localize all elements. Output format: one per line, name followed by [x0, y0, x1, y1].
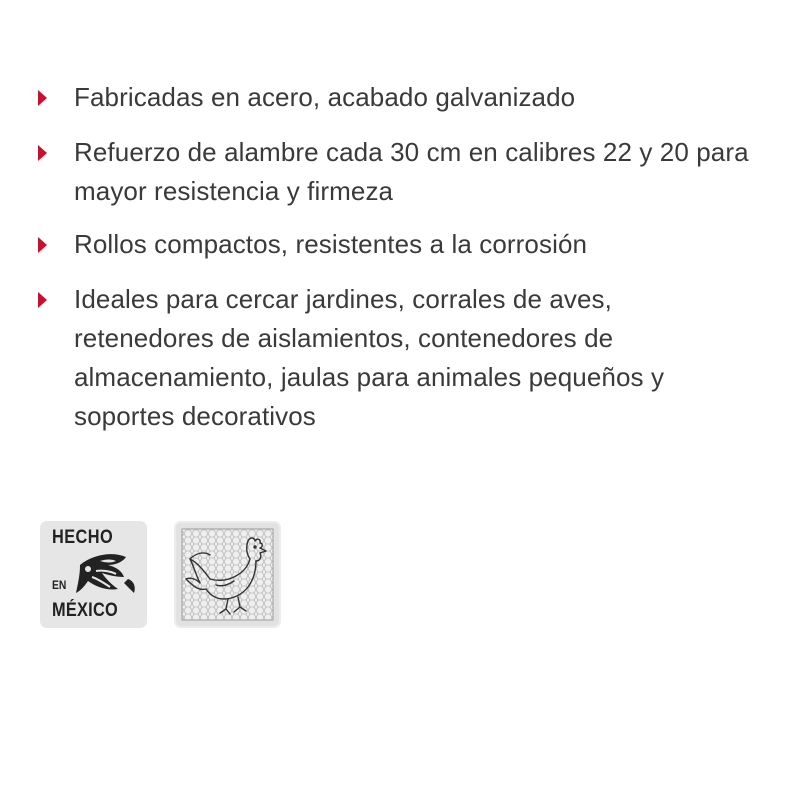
- badge-line-en: EN: [52, 578, 67, 592]
- bullet-arrow-icon: [38, 292, 47, 308]
- bullet-arrow-icon: [38, 90, 47, 106]
- bullet-arrow-icon: [38, 145, 47, 161]
- feature-item: [36, 280, 756, 436]
- badge-row: [40, 521, 281, 628]
- feature-item: [36, 78, 756, 117]
- badge-line-mexico: MÉXICO: [52, 600, 119, 621]
- badge-line-hecho: HECHO: [52, 527, 114, 548]
- feature-text: Fabricadas en acero, acabado galvanizado: [74, 82, 576, 112]
- bullet-arrow-icon: [38, 237, 47, 253]
- feature-text: Ideales para cercar jardines, corrales de aves, retenedores de aislamientos, contenedores de almacenamiento, jaulas para animales pequeños y soportes decorativos: [74, 284, 665, 431]
- feature-text: Refuerzo de alambre cada 30 cm en calibres 22 y 20 para mayor resistencia y firmeza: [74, 137, 749, 206]
- mesh-rooster-badge: [174, 521, 281, 628]
- rooster-mesh-icon: [176, 523, 279, 626]
- feature-item: [36, 133, 756, 211]
- made-in-mexico-badge: [40, 521, 147, 628]
- feature-item: [36, 225, 756, 264]
- feature-text: Rollos compactos, resistentes a la corrosión: [74, 229, 588, 259]
- feature-list: [36, 78, 756, 452]
